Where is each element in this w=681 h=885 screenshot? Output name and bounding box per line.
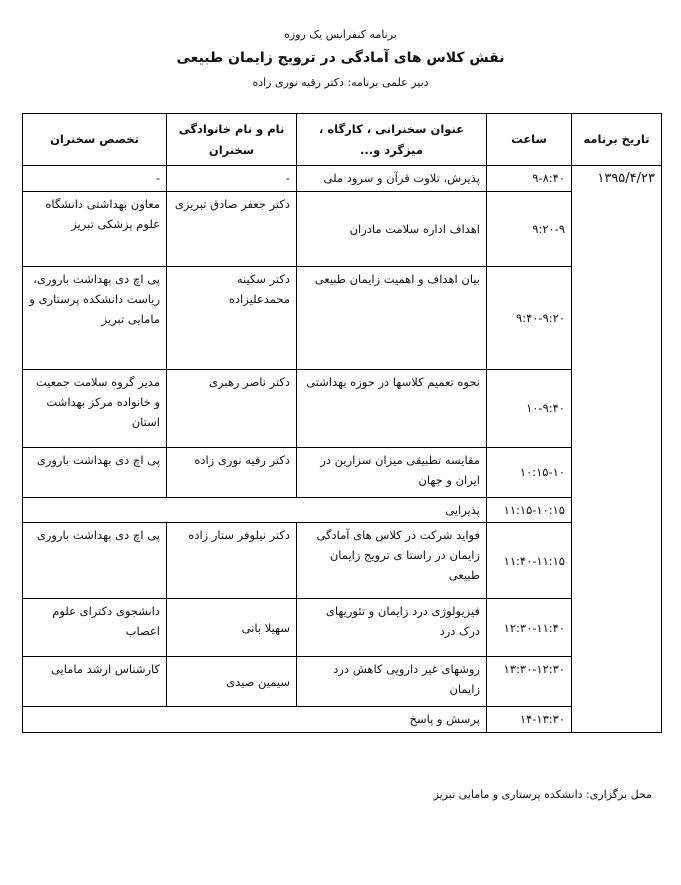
row-expertise: معاون بهداشتی دانشگاه علوم پزشکی تبریز (23, 192, 167, 267)
col-header-speaker: نام و نام خانوادگی سخنران (167, 114, 297, 166)
row-time: ۹-۸:۴۰ (487, 166, 572, 192)
row-expertise: پی اچ دی بهداشت باروری (23, 448, 167, 498)
table-row (23, 267, 662, 370)
row-topic: فیزیولوژی درد زایمان و تئوریهای درک درد (297, 599, 487, 657)
row-topic: روشهای غیر دارویی کاهش درد زایمان (297, 657, 487, 707)
table-row-qa (23, 707, 662, 733)
row-speaker: - (167, 166, 297, 192)
row-topic: نحوه تعمیم کلاسها در حوزه بهداشتی (297, 370, 487, 448)
table-row (23, 523, 662, 599)
row-speaker: دکتر نیلوفر ستار زاده (167, 523, 297, 599)
program-subtitle: برنامه کنفرانس یک روزه (284, 28, 397, 41)
row-topic: فواید شرکت در کلاس های آمادگی زایمان در راستا ی ترویج زایمان طبیعی (297, 523, 487, 599)
row-time: ۱۰:۱۵-۱۰ (487, 448, 572, 498)
break-label: پذیرایی (23, 498, 487, 523)
col-header-date: تاریخ برنامه (572, 114, 662, 166)
row-speaker: دکتر ناصر رهبری (167, 370, 297, 448)
table-row (23, 166, 662, 192)
schedule-table (22, 113, 662, 733)
row-expertise: پی اچ دی بهداشت باروری (23, 523, 167, 599)
row-speaker: دکتر جعفر صادق تبریزی (167, 192, 297, 267)
venue-note: محل برگزاری: دانشکده پرستاری و مامایی تبریز (433, 788, 652, 801)
row-speaker: سیمین صیدی (167, 657, 297, 707)
row-topic: پذیرش، تلاوت قرآن و سرود ملی (297, 166, 487, 192)
table-row (23, 370, 662, 448)
break-time: ۱۱:۱۵-۱۰:۱۵ (487, 498, 572, 523)
table-row (23, 657, 662, 707)
row-time: ۹:۴۰-۹:۲۰ (487, 267, 572, 370)
row-topic: مقایسه تطبیقی میزان سزارین در ایران و جهان (297, 448, 487, 498)
row-speaker: سهیلا بانی (167, 599, 297, 657)
col-header-time: ساعت (487, 114, 572, 166)
qa-label: پرسش و پاسخ (23, 707, 487, 733)
col-header-topic: عنوان سخنرانی ، کارگاه ، میزگرد و... (297, 114, 487, 166)
row-speaker: دکتر سکینه محمدعلیزاده (167, 267, 297, 370)
col-header-expertise: تخصص سخنران (23, 114, 167, 166)
row-topic: بیان اهداف و اهمیت زایمان طبیعی (297, 267, 487, 370)
row-time: ۱۱:۴۰-۱۱:۱۵ (487, 523, 572, 599)
row-time: ۱۳:۳۰-۱۲:۳۰ (487, 657, 572, 707)
row-time: ۱۰-۹:۴۰ (487, 370, 572, 448)
row-expertise: پی اچ دی بهداشت باروری، ریاست دانشکده پرستاری و مامایی تبریز (23, 267, 167, 370)
header-row (23, 114, 662, 166)
row-expertise: مدیر گروه سلامت جمعیت و خانواده مرکز بهداشت استان (23, 370, 167, 448)
row-expertise: کارشناس ارشد مامایی (23, 657, 167, 707)
table-row-break (23, 498, 662, 523)
table-row (23, 192, 662, 267)
row-expertise: دانشجوی دکترای علوم اعصاب (23, 599, 167, 657)
table-row (23, 448, 662, 498)
row-speaker: دکتر رقیه نوری زاده (167, 448, 297, 498)
table-row (23, 599, 662, 657)
qa-time: ۱۴-۱۳:۳۰ (487, 707, 572, 733)
row-topic: اهداف اداره سلامت مادران (297, 192, 487, 267)
program-date: ۱۳۹۵/۴/۲۳ (572, 166, 662, 733)
row-time: ۹:۲۰-۹ (487, 192, 572, 267)
row-time: ۱۲:۳۰-۱۱:۴۰ (487, 599, 572, 657)
row-expertise: - (23, 166, 167, 192)
scientific-secretary: دبیر علمی برنامه: دکتر رقیه نوری زاده (252, 76, 429, 89)
page-title: نقش کلاس های آمادگی در ترویج زایمان طبیعی (176, 50, 505, 66)
